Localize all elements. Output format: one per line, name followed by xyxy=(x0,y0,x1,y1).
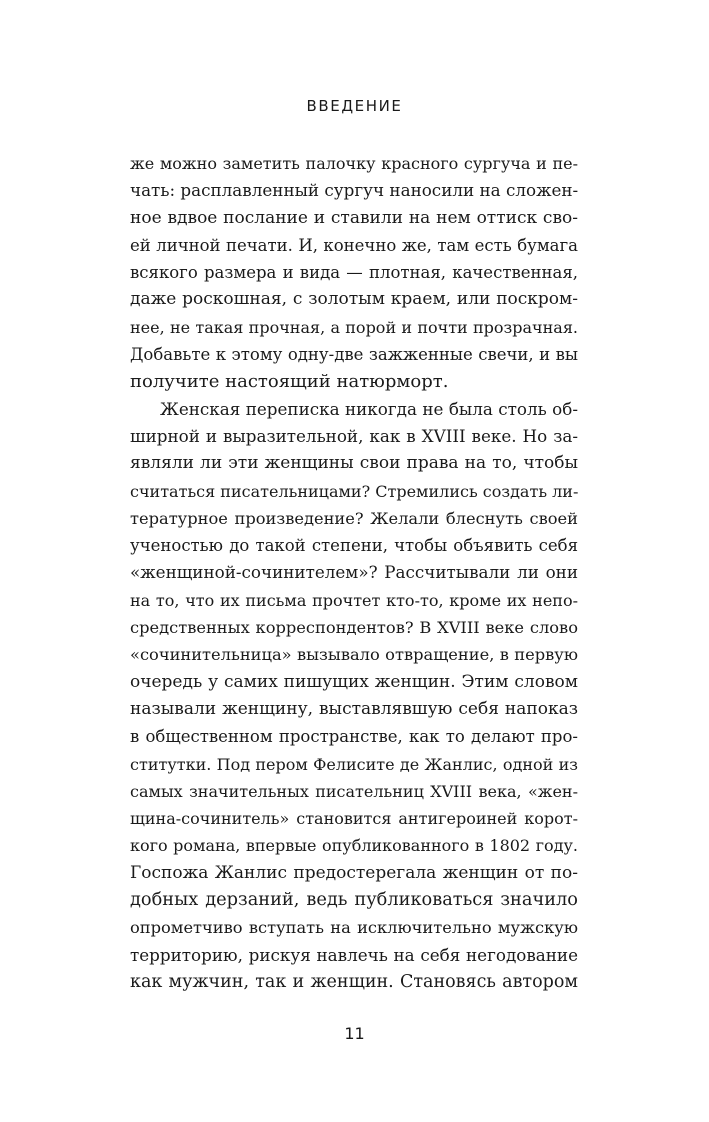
text-line: ширной и выразительной, как в XVIII веке. Но за- xyxy=(130,425,578,446)
text-line: опрометчиво вступать на исключительно мужскую xyxy=(130,918,578,938)
text-line: как мужчин, так и женщин. Становясь автором xyxy=(130,971,578,992)
text-line: территорию, рискуя навлечь на себя негодование xyxy=(130,944,578,965)
text-line: щина-сочинитель» становится антигероиней корот- xyxy=(130,809,578,829)
text-line: «сочинительница» вызывало отвращение, в первую xyxy=(130,645,578,665)
text-line: «женщиной-сочинителем»? Рассчитывали ли они xyxy=(130,562,578,583)
text-line: называли женщину, выставлявшую себя напоказ xyxy=(130,698,578,719)
text-line: же можно заметить палочку красного сургуча и пе- xyxy=(130,154,578,173)
body-text xyxy=(130,150,578,996)
text-line: в общественном пространстве, как то делают про- xyxy=(130,727,578,747)
text-line: даже роскошная, с золотым краем, или поскром- xyxy=(130,289,578,310)
text-line: кого романа, впервые опубликованного в 1802 году. xyxy=(130,836,578,856)
text-line: добных дерзаний, ведь публиковаться значило xyxy=(130,890,578,911)
text-line: ное вдвое послание и ставили на нем оттиск сво- xyxy=(130,207,578,228)
text-line: Женская переписка никогда не была столь об- xyxy=(160,398,578,419)
text-line: чать: расплавленный сургуч наносили на сложен- xyxy=(130,180,579,201)
text-line: очередь у самих пишущих женщин. Этим словом xyxy=(130,671,578,692)
text-line: ститутки. Под пером Фелисите де Жанлис, одной из xyxy=(130,754,578,774)
text-line: Госпожа Жанлис предостерегала женщин от по- xyxy=(130,862,578,883)
text-line: являли ли эти женщины свои права на то, чтобы xyxy=(130,453,578,474)
page-number: 11 xyxy=(344,1024,365,1043)
running-head: ВВЕДЕНИЕ xyxy=(306,97,403,115)
text-line: всякого размера и вида — плотная, качественная, xyxy=(130,263,578,283)
text-line: самых значительных писательниц XVIII века, «жен- xyxy=(130,781,578,801)
text-line: Добавьте к этому одну-две зажженные свечи, и вы xyxy=(130,345,578,365)
text-line: средственных корреспондентов? В XVIII веке слово xyxy=(130,618,578,638)
text-line: нее, не такая прочная, а порой и почти прозрачная. xyxy=(130,317,578,337)
text-line: на то, что их письма прочтет кто-то, кроме их непо- xyxy=(130,590,578,610)
text-line: считаться писательницами? Стремились создать ли- xyxy=(130,481,579,501)
text-line: ученостью до такой степени, чтобы объявить себя xyxy=(130,536,578,556)
text-line: получите настоящий натюрморт. xyxy=(130,371,449,393)
text-line: тературное произведение? Желали блеснуть своей xyxy=(130,508,578,528)
text-line: ей личной печати. И, конечно же, там есть бумага xyxy=(130,235,578,255)
